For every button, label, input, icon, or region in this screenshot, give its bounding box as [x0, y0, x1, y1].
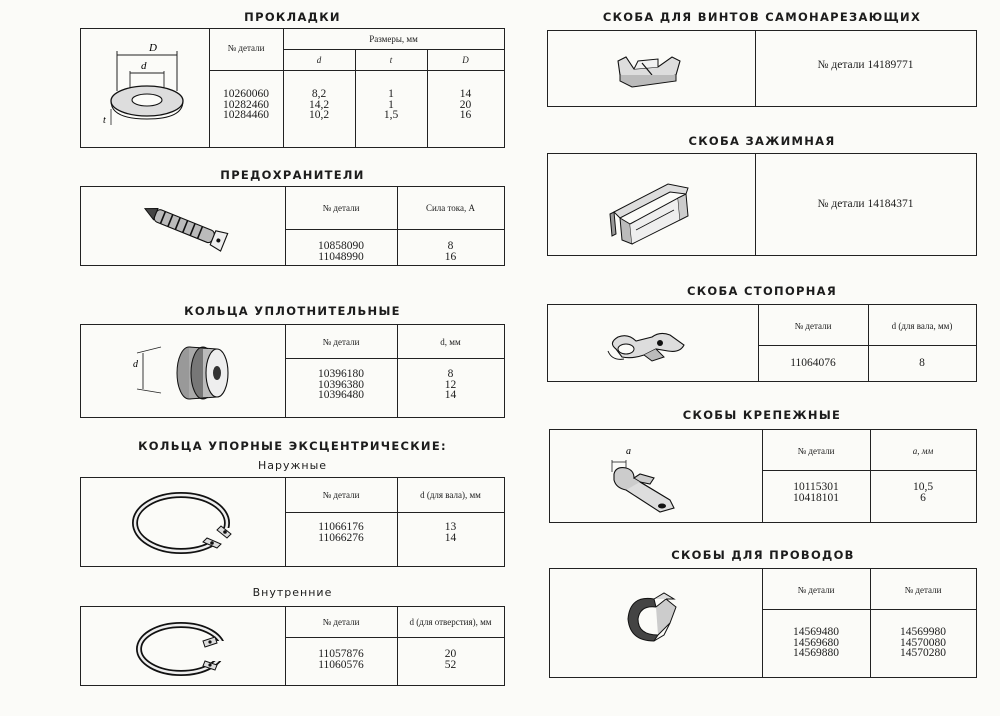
screw-clip-picture [548, 31, 756, 106]
lock-clip-d-values: 8 [919, 357, 925, 369]
fuses-parts [285, 241, 397, 262]
retaining-rings-title: КОЛЬЦА УПОРНЫЕ ЭКСЦЕНТРИЧЕСКИЕ: [138, 439, 447, 453]
mount-clip-label-a: a [626, 446, 631, 457]
internal-rings-col-part: № детали [322, 617, 360, 627]
internal-rings-table [80, 606, 505, 686]
external-rings-parts [285, 522, 397, 543]
wire-clip-drawing [550, 569, 762, 677]
lock-clip-col-part: № детали [794, 321, 832, 331]
screw-clip-drawing [548, 31, 755, 106]
internal-rings-subtitle: Внутренние [252, 586, 333, 599]
gaskets-col-d: d [316, 55, 322, 65]
wire-clips-title: СКОБЫ ДЛЯ ПРОВОДОВ [671, 548, 855, 562]
gaskets-parts [209, 89, 283, 121]
clamp-clip-part-text: № детали 14184371 [817, 198, 914, 210]
internal-rings-col-d: d (для отверстия), мм [409, 617, 492, 627]
list-item: 11057876 [318, 648, 364, 660]
list-item: 11066276 [318, 531, 364, 544]
gasket-label-d: d [141, 60, 147, 72]
gaskets-D-values: 14 20 16 [459, 88, 472, 121]
list-item: 14569680 [793, 636, 839, 649]
mount-clips-table [549, 429, 977, 523]
list-item: 14569980 [900, 626, 946, 638]
screw-clip-part-text: № детали 14189771 [817, 59, 914, 71]
fuses-col-current: Сила тока, А [425, 203, 476, 213]
clamp-clip-title: СКОБА ЗАЖИМНАЯ [688, 134, 836, 148]
list-item: 11066176 [318, 521, 364, 533]
lock-clip-parts [758, 358, 868, 369]
internal-ring-picture [81, 607, 286, 685]
gaskets-col-D: D [462, 55, 469, 65]
wire-clips-col-part-1: № детали [797, 585, 835, 595]
gaskets-col-sizes: Размеры, мм [369, 34, 418, 44]
wire-clips-table [549, 568, 977, 678]
list-item: 11048990 [318, 250, 364, 263]
list-item: 10115301 [793, 481, 839, 493]
fuses-title: ПРЕДОХРАНИТЕЛИ [220, 168, 365, 182]
mount-clips-a-values: 10,5 6 [912, 481, 934, 504]
gaskets-col-t: t [389, 55, 393, 65]
mount-clips-title: СКОБЫ КРЕПЕЖНЫЕ [682, 408, 842, 422]
wire-clips-col-part-2: № детали [904, 585, 942, 595]
wire-clips-parts-2 [870, 627, 976, 659]
list-item: 11064076 [790, 357, 836, 369]
seal-rings-title: КОЛЬЦА УПЛОТНИТЕЛЬНЫЕ [184, 304, 401, 318]
internal-ring-drawing [81, 607, 285, 685]
external-ring-picture [81, 478, 286, 566]
clamp-clip-picture [548, 154, 756, 255]
seal-rings-table [80, 324, 505, 418]
fuse-drawing [81, 187, 285, 265]
external-rings-col-part: № детали [322, 490, 360, 500]
internal-rings-d-values: 20 52 [444, 648, 457, 671]
external-ring-drawing [81, 478, 285, 566]
lock-clip-table [547, 304, 977, 382]
mount-clips-parts [762, 482, 870, 503]
fuse-picture [81, 187, 286, 265]
gasket-label-t: t [103, 115, 106, 126]
seal-ring-label-d: d [133, 359, 138, 370]
seal-rings-col-part: № детали [322, 337, 360, 347]
wire-clip-picture [550, 569, 763, 677]
seal-rings-col-d: d, мм [440, 337, 461, 347]
list-item: 10260060 [223, 88, 269, 100]
list-item: 10282460 [223, 98, 269, 111]
fuses-table [80, 186, 505, 266]
gaskets-t-values: 1 1 1,5 [383, 88, 399, 121]
list-item: 14570280 [900, 647, 946, 659]
list-item: 14569880 [793, 647, 839, 659]
list-item: 11060576 [318, 658, 364, 671]
external-rings-table [80, 477, 505, 567]
list-item: 10284460 [223, 109, 269, 121]
fuses-currents: 8 16 [444, 240, 457, 263]
fuses-col-part: № детали [322, 203, 360, 213]
gasket-picture [81, 29, 210, 147]
list-item: 14569480 [793, 626, 839, 638]
external-rings-subtitle: Наружные [257, 459, 328, 472]
list-item: 10418101 [793, 491, 839, 504]
seal-rings-parts [285, 369, 397, 401]
lock-clip-title: СКОБА СТОПОРНАЯ [686, 284, 838, 298]
screw-clip-table [547, 30, 977, 107]
mount-clips-col-part: № детали [797, 446, 835, 456]
list-item: 10858090 [318, 240, 364, 252]
mount-clip-drawing [550, 430, 762, 522]
seal-ring-drawing [81, 325, 285, 417]
clamp-clip-drawing [548, 154, 755, 255]
lock-clip-picture [548, 305, 759, 381]
internal-rings-parts [285, 649, 397, 670]
external-rings-d-values: 13 14 [444, 521, 457, 544]
seal-ring-picture [81, 325, 286, 417]
lock-clip-col-d: d (для вала, мм) [891, 321, 953, 331]
external-rings-col-d: d (для вала), мм [420, 490, 481, 500]
lock-clip-drawing [548, 305, 758, 381]
mount-clips-col-a: a, мм [912, 446, 934, 456]
clamp-clip-table [547, 153, 977, 256]
list-item: 10396380 [318, 378, 364, 391]
gaskets-d-values: 8,2 14,2 10,2 [308, 88, 330, 121]
seal-rings-d-values: 8 12 14 [444, 368, 457, 401]
washer-drawing [81, 29, 209, 147]
list-item: 14570080 [900, 636, 946, 649]
gaskets-title: ПРОКЛАДКИ [244, 10, 341, 24]
gaskets-col-part: № детали [227, 43, 265, 53]
screw-clip-title: СКОБА ДЛЯ ВИНТОВ САМОНАРЕЗАЮЩИХ [602, 10, 922, 24]
gasket-label-D: D [149, 42, 157, 54]
list-item: 10396180 [318, 368, 364, 380]
list-item: 10396480 [318, 389, 364, 401]
wire-clips-parts-1 [762, 627, 870, 659]
gaskets-table [80, 28, 505, 148]
mount-clip-picture [550, 430, 763, 522]
